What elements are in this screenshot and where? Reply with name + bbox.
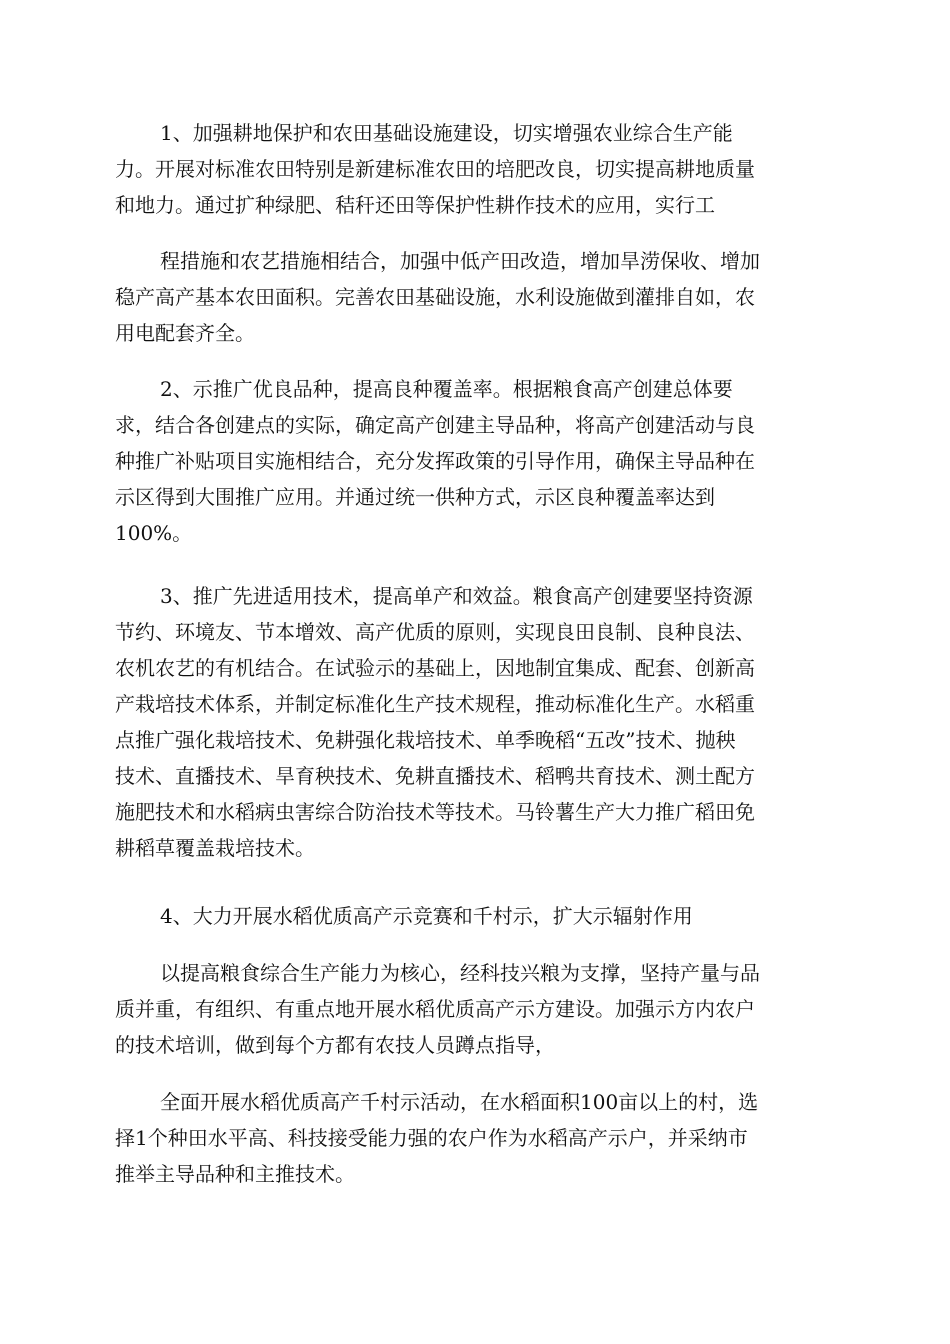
text-line: 力。开展对标准农田特别是新建标准农田的培肥改良，切实提高耕地质量 — [115, 157, 755, 181]
text-line: 产栽培技术体系，并制定标准化生产技术规程，推动标准化生产。水稻重 — [115, 692, 755, 716]
text-line: 农机农艺的有机结合。在试验示的基础上，因地制宜集成、配套、创新高 — [115, 656, 755, 680]
text-line: 程措施和农艺措施相结合，加强中低产田改造，增加旱涝保收、增加 — [160, 249, 760, 273]
text-line: 质并重，有组织、有重点地开展水稻优质高产示方建设。加强示方内农户 — [115, 997, 755, 1021]
paragraph-7 — [115, 1084, 835, 1192]
paragraph-5 — [115, 898, 835, 934]
text-line: 稳产高产基本农田面积。完善农田基础设施，水利设施做到灌排自如，农 — [115, 285, 755, 309]
paragraph-4 — [115, 578, 835, 866]
text-line: 点推广强化栽培技术、免耕强化栽培技术、单季晚稻“五改”技术、抛秧 — [115, 728, 736, 752]
text-line: 节约、环境友、节本增效、高产优质的原则，实现良田良制、良种良法、 — [115, 620, 755, 644]
text-line: 4、大力开展水稻优质高产示竞赛和千村示，扩大示辐射作用 — [160, 904, 693, 928]
text-line: 3、推广先进适用技术，提高单产和效益。粮食高产创建要坚持资源 — [160, 584, 753, 608]
text-line: 择1个种田水平高、科技接受能力强的农户作为水稻高产示户，并采纳市 — [115, 1126, 748, 1150]
paragraph-2 — [115, 243, 835, 351]
paragraph-6 — [115, 955, 835, 1063]
text-line: 100%。 — [115, 521, 193, 545]
text-line: 推举主导品种和主推技术。 — [115, 1162, 355, 1186]
text-line: 和地力。通过扩种绿肥、秸秆还田等保护性耕作技术的应用，实行工 — [115, 193, 715, 217]
paragraph-1 — [115, 115, 835, 223]
text-line: 求，结合各创建点的实际，确定高产创建主导品种，将高产创建活动与良 — [115, 413, 755, 437]
text-line: 全面开展水稻优质高产千村示活动，在水稻面积100亩以上的村，选 — [160, 1090, 759, 1114]
text-line: 的技术培训，做到每个方都有农技人员蹲点指导， — [115, 1033, 555, 1057]
paragraph-3 — [115, 371, 835, 551]
text-line: 示区得到大围推广应用。并通过统一供种方式，示区良种覆盖率达到 — [115, 485, 715, 509]
text-line: 种推广补贴项目实施相结合，充分发挥政策的引导作用，确保主导品种在 — [115, 449, 755, 473]
text-line: 耕稻草覆盖栽培技术。 — [115, 836, 315, 860]
text-line: 用电配套齐全。 — [115, 321, 255, 345]
text-line: 技术、直播技术、旱育秧技术、免耕直播技术、稻鸭共育技术、测土配方 — [115, 764, 755, 788]
text-line: 以提高粮食综合生产能力为核心，经科技兴粮为支撑，坚持产量与品 — [160, 961, 760, 985]
text-line: 1、加强耕地保护和农田基础设施建设，切实增强农业综合生产能 — [160, 121, 733, 145]
text-line: 施肥技术和水稻病虫害综合防治技术等技术。马铃薯生产大力推广稻田免 — [115, 800, 755, 824]
text-line: 2、示推广优良品种，提高良种覆盖率。根据粮食高产创建总体要 — [160, 377, 733, 401]
